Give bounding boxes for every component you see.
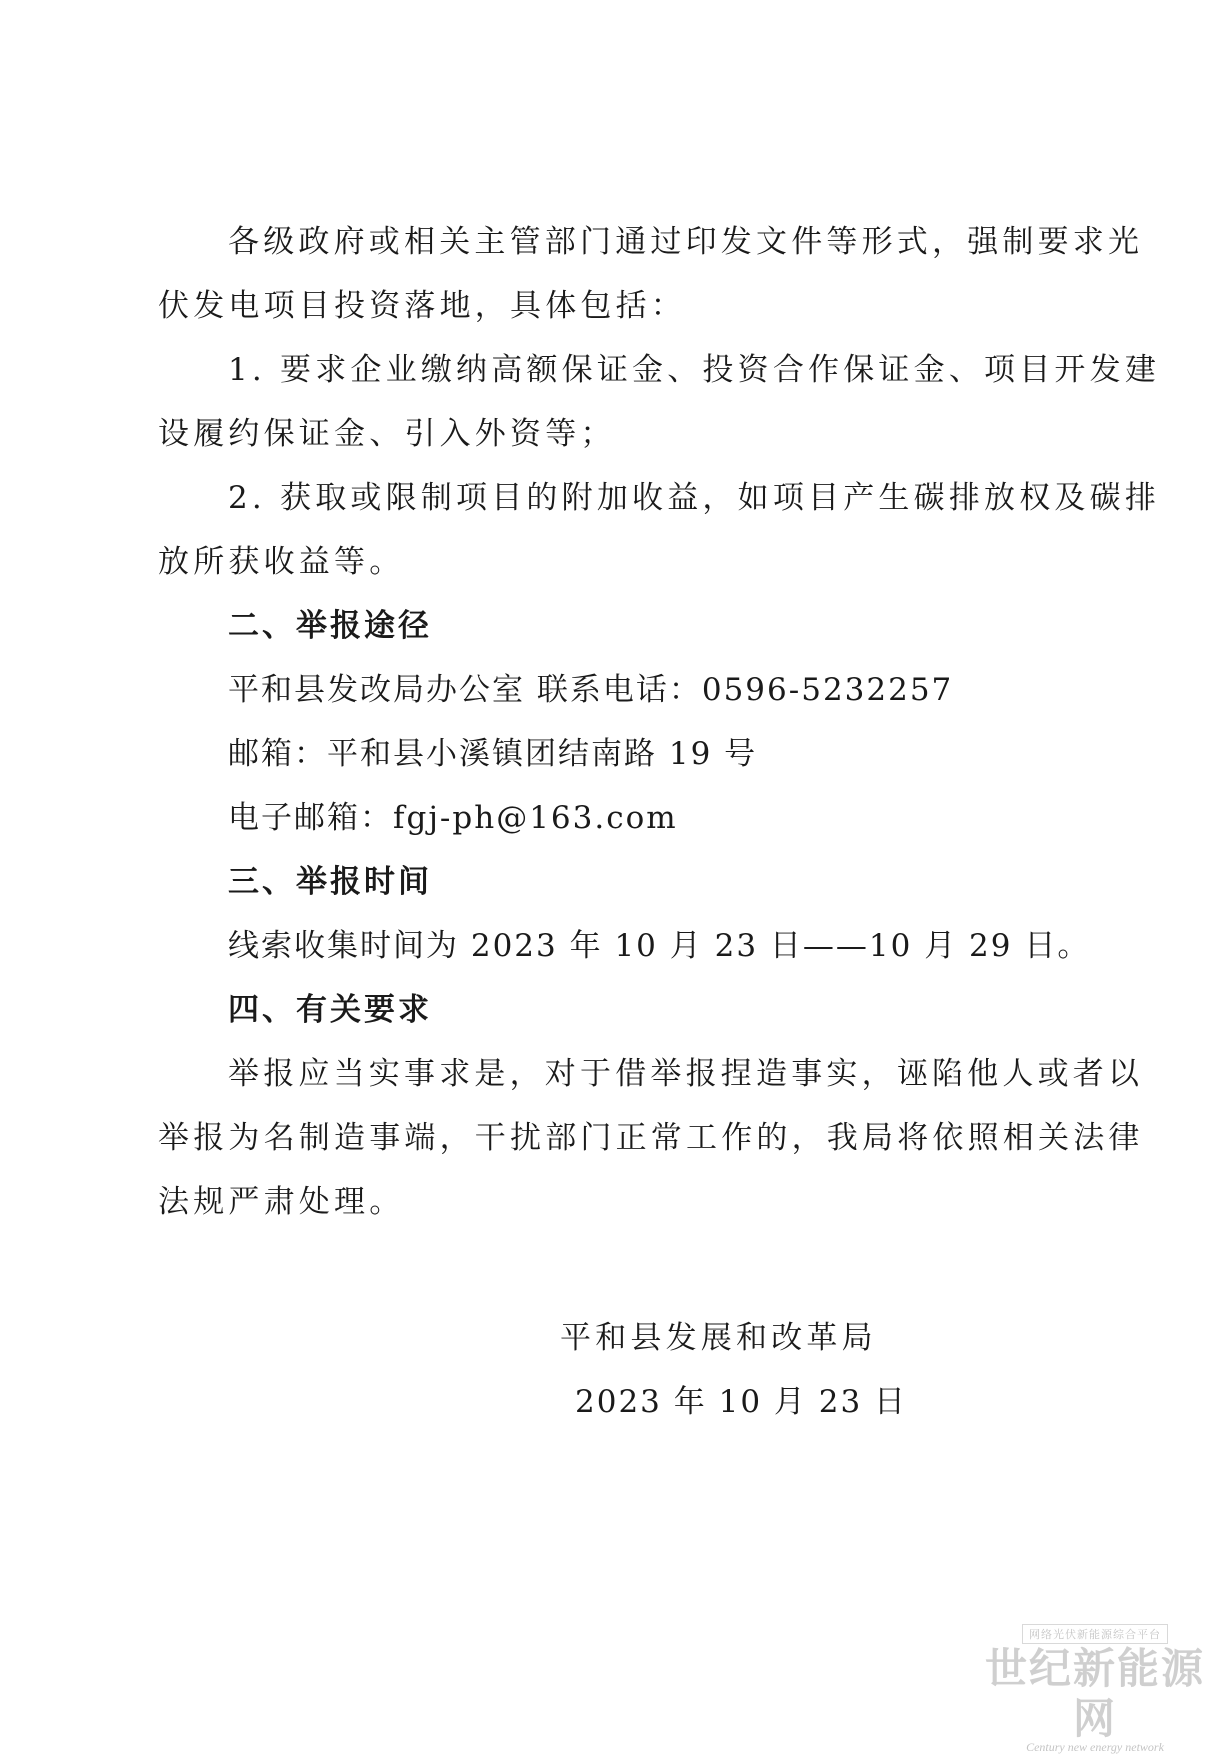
email-line: 电子邮箱：fgj-ph@163.com: [228, 800, 678, 836]
item-1-line-1: 1. 要求企业缴纳高额保证金、投资合作保证金、项目开发建: [228, 352, 1161, 388]
section-heading-requirements: 四、有关要求: [228, 992, 432, 1028]
requirements-line-3: 法规严肃处理。: [158, 1184, 405, 1220]
section-heading-report-time: 三、举报时间: [228, 864, 432, 900]
intro-line-1: 各级政府或相关主管部门通过印发文件等形式，强制要求光: [228, 224, 1144, 260]
requirements-line-1: 举报应当实事求是，对于借举报捏造事实，诬陷他人或者以: [228, 1056, 1144, 1092]
signature-date: 2023 年 10 月 23 日: [575, 1384, 908, 1420]
section-heading-report-channels: 二、举报途径: [228, 608, 432, 644]
watermark-subtitle: Century new energy network: [1026, 1740, 1164, 1754]
intro-line-2: 伏发电项目投资落地，具体包括：: [158, 288, 686, 324]
requirements-line-2: 举报为名制造事端，干扰部门正常工作的，我局将依照相关法律: [158, 1120, 1144, 1156]
mailbox-address-line: 邮箱：平和县小溪镇团结南路 19 号: [228, 736, 758, 772]
watermark-tag: 网络光伏新能源综合平台: [1022, 1624, 1168, 1644]
item-1-line-2: 设履约保证金、引入外资等；: [158, 416, 616, 452]
item-2-line-2: 放所获收益等。: [158, 544, 405, 580]
site-watermark: [980, 1623, 1210, 1754]
signature-organization: 平和县发展和改革局: [560, 1320, 877, 1356]
contact-phone-line: 平和县发改局办公室 联系电话：0596-5232257: [228, 672, 954, 708]
item-2-line-1: 2. 获取或限制项目的附加收益，如项目产生碳排放权及碳排: [228, 480, 1161, 516]
watermark-logo-text: 世纪新能源网: [984, 1644, 1205, 1743]
collection-time-line: 线索收集时间为 2023 年 10 月 23 日——10 月 29 日。: [228, 928, 1091, 964]
